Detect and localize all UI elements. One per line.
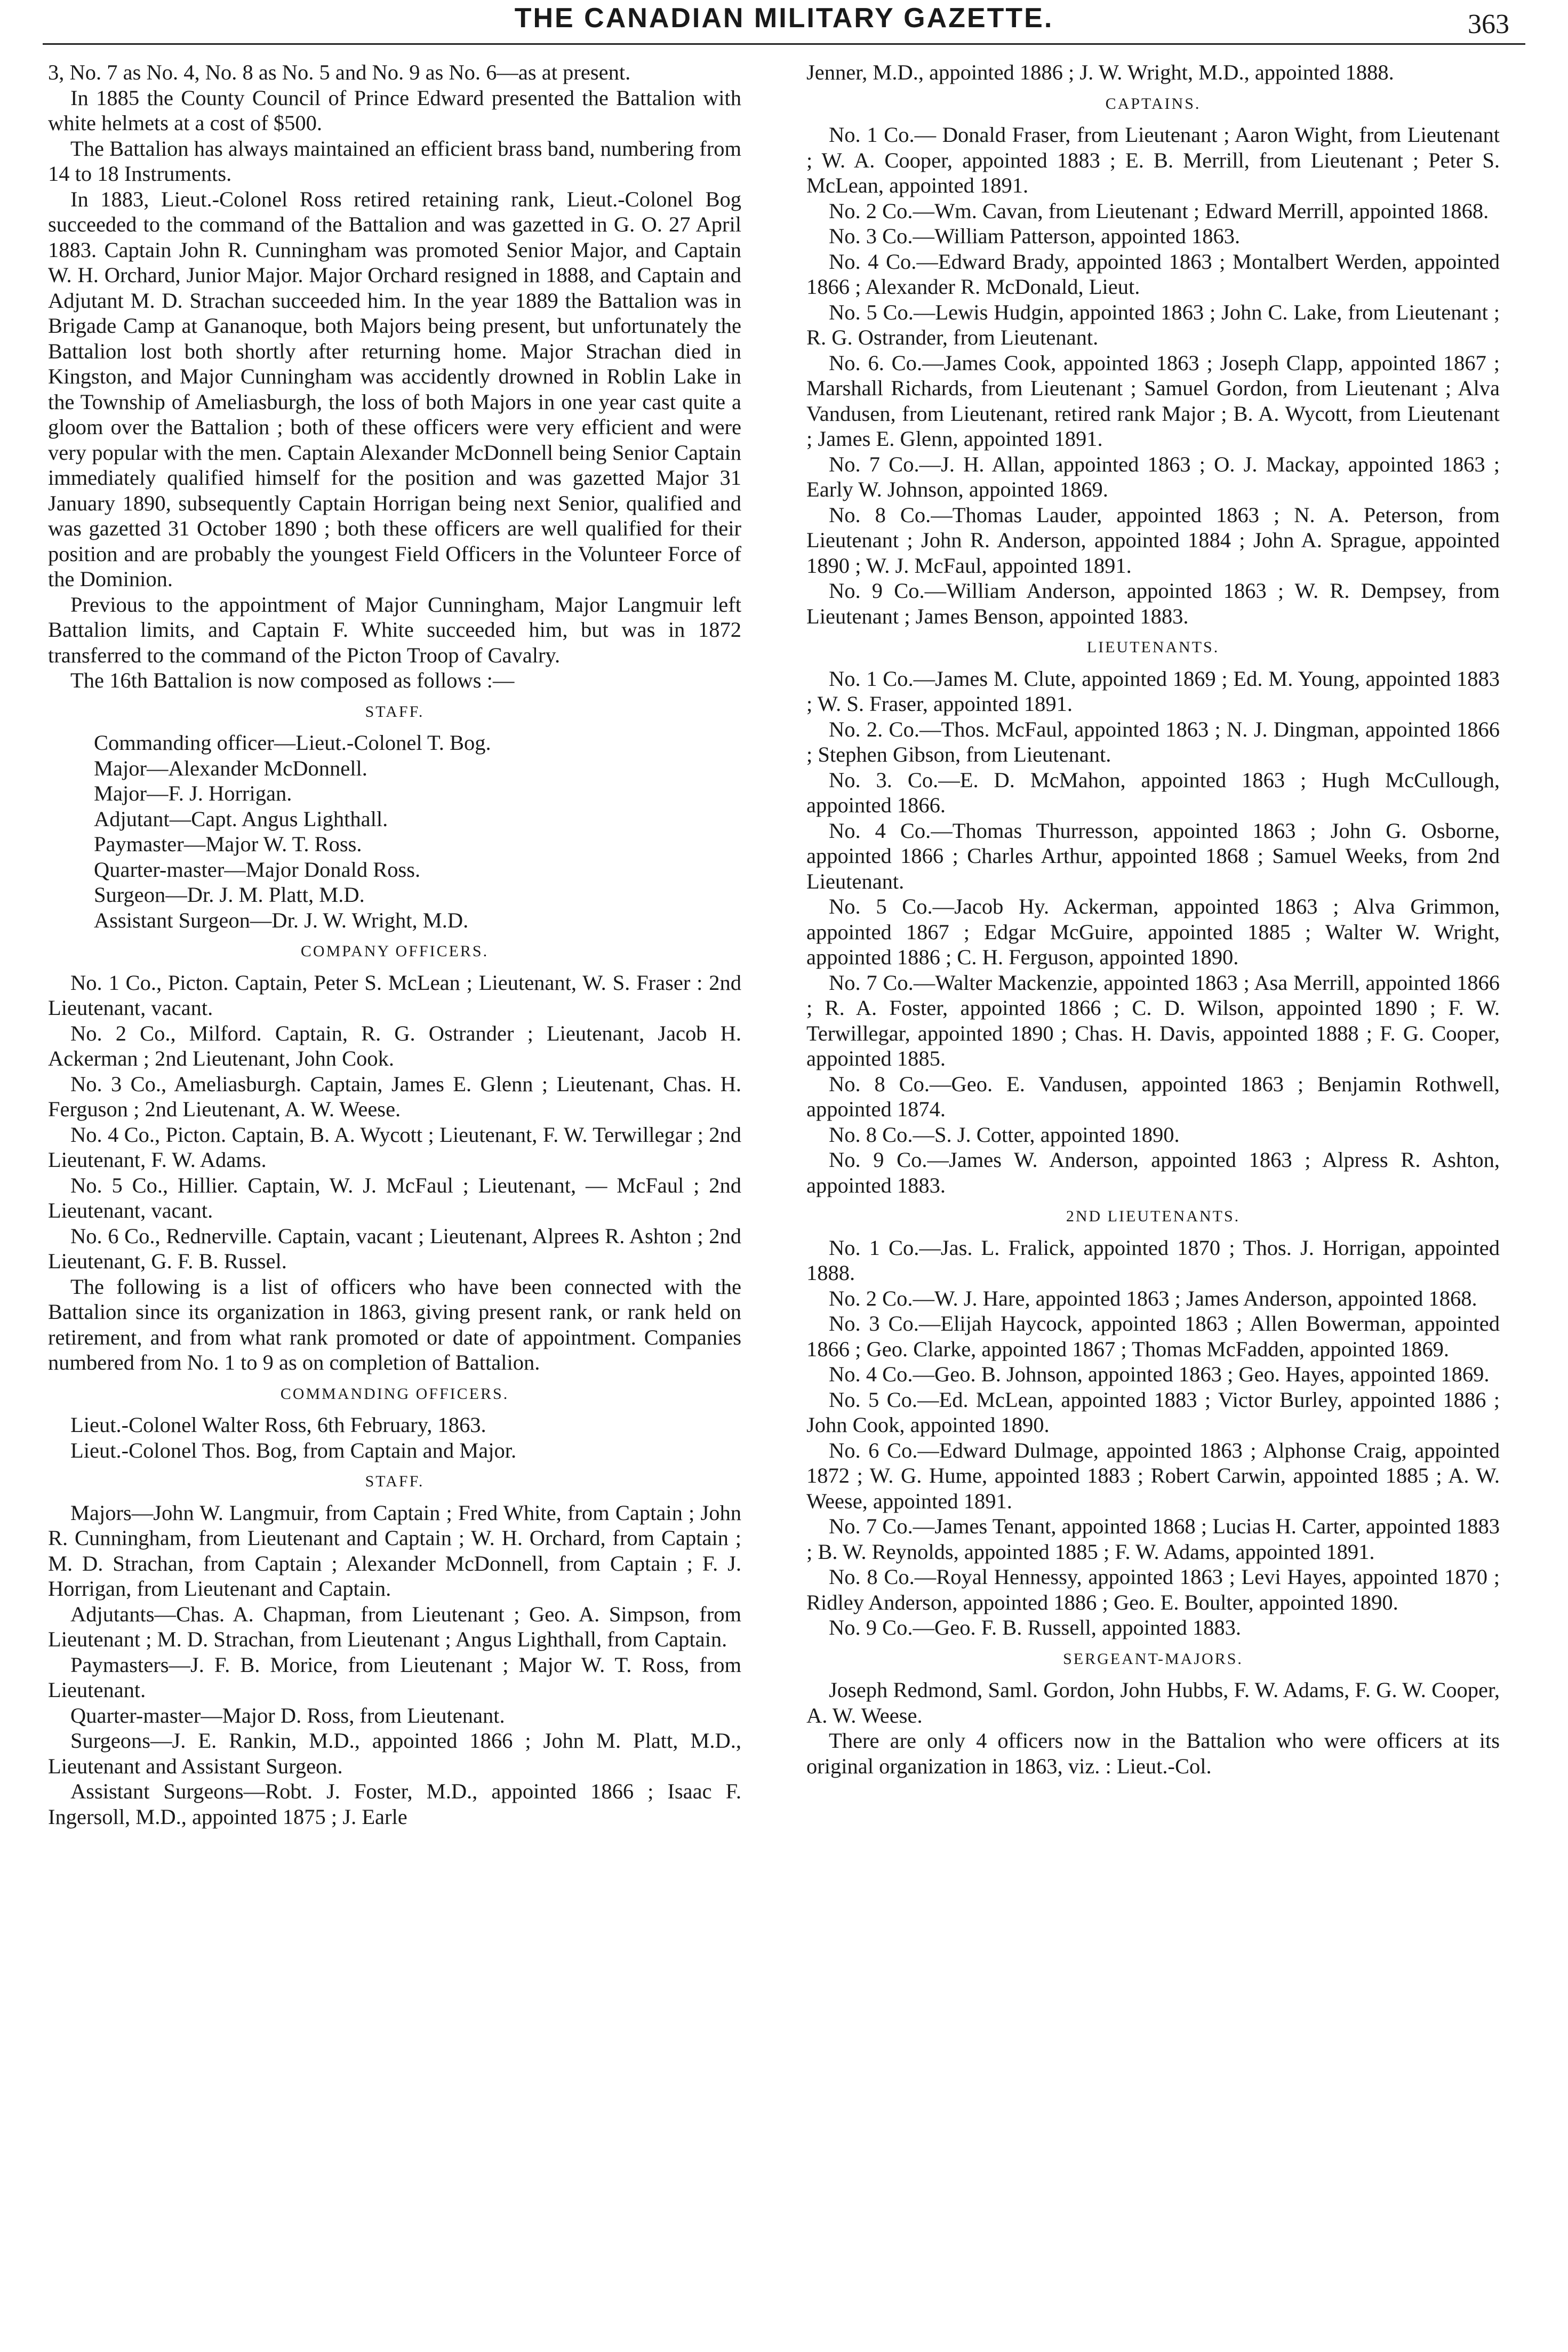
section-heading: CAPTAINS. [1105,94,1201,113]
staff-history-entry: Assistant Surgeons—Robt. J. Foster, M.D., appointed 1866 ; Isaac F. Ingersoll, M.D., appointed 1875 ; J. Earle [48,1779,741,1829]
staff-line: Major—Alexander McDonnell. [94,756,367,780]
captain-entry: No. 4 Co.—Edward Brady, appointed 1863 ; Montalbert Werden, appointed 1866 ; Alexander R. McDonald, Lieut. [806,249,1500,299]
publication-title: THE CANADIAN MILITARY GAZETTE. [514,3,1054,34]
staff-history-entry: Quarter-master—Major D. Ross, from Lieutenant. [70,1703,505,1727]
captain-entry: No. 9 Co.—William Anderson, appointed 1863 ; W. R. Dempsey, from Lieutenant ; James Benson, appointed 1883. [806,579,1500,628]
company-entry: No. 1 Co., Picton. Captain, Peter S. McLean ; Lieutenant, W. S. Fraser : 2nd Lieutenant, vacant. [48,970,741,1020]
second-lieutenant-entry: No. 3 Co.—Elijah Haycock, appointed 1863 ; Allen Bowerman, appointed 1866 ; Geo. Clarke, appointed 1867 ; Thomas McFadden, appointed 1869. [806,1311,1500,1361]
lieutenant-entry: No. 2. Co.—Thos. McFaul, appointed 1863 ; N. J. Dingman, appointed 1866 ; Stephen Gibson, from Lieutenant. [806,717,1500,766]
lieutenant-entry: No. 3. Co.—E. D. McMahon, appointed 1863 ; Hugh McCullough, appointed 1866. [806,767,1500,817]
paragraph: There are only 4 officers now in the Battalion who were officers at its original organization in 1863, viz. : Lieut.-Col. [806,1729,1500,1778]
left-column [48,60,741,1829]
lieutenant-entry: No. 8 Co.—S. J. Cotter, appointed 1890. [829,1122,1180,1147]
paragraph: Previous to the appointment of Major Cunningham, Major Langmuir left Battalion limits, and Captain F. White succeeded him, but was in 1872 transferred to the command of the Picton Troop of Cavalry. [48,592,741,667]
section-heading: LIEUTENANTS. [1086,638,1220,656]
staff-line: Surgeon—Dr. J. M. Platt, M.D. [94,883,365,907]
company-entry: No. 2 Co., Milford. Captain, R. G. Ostrander ; Lieutenant, Jacob H. Ackerman ; 2nd Lieutenant, John Cook. [48,1021,741,1070]
captain-entry: No. 1 Co.— Donald Fraser, from Lieutenant ; Aaron Wight, from Lieutenant ; W. A. Cooper, appointed 1883 ; E. B. Merrill, from Lieutenant ; Peter S. McLean, appointed 1891. [806,123,1500,197]
second-lieutenant-entry: No. 6 Co.—Edward Dulmage, appointed 1863 ; Alphonse Craig, appointed 1872 ; W. G. Hume, appointed 1883 ; Robert Carwin, appointed 1885 ; A. W. Weese, appointed 1891. [806,1438,1500,1513]
section-heading: STAFF. [365,702,425,721]
second-lieutenant-entry: No. 5 Co.—Ed. McLean, appointed 1883 ; Victor Burley, appointed 1886 ; John Cook, appointed 1890. [806,1387,1500,1437]
staff-line: Quarter-master—Major Donald Ross. [94,857,421,882]
captain-entry: No. 3 Co.—William Patterson, appointed 1863. [829,224,1241,248]
header-rule [43,43,1525,45]
lieutenant-entry: No. 5 Co.—Jacob Hy. Ackerman, appointed 1863 ; Alva Grimmon, appointed 1867 ; Edgar McGuire, appointed 1885 ; Walter W. Wright, appointed 1886 ; C. H. Ferguson, appointed 1890. [806,894,1500,969]
company-entry: No. 5 Co., Hillier. Captain, W. J. McFaul ; Lieutenant, — McFaul ; 2nd Lieutenant, vacant. [48,1173,741,1222]
second-lieutenant-entry: No. 1 Co.—Jas. L. Fralick, appointed 1870 ; Thos. J. Horrigan, appointed 1888. [806,1235,1500,1285]
second-lieutenant-entry: No. 9 Co.—Geo. F. B. Russell, appointed 1883. [829,1615,1242,1639]
second-lieutenant-entry: No. 4 Co.—Geo. B. Johnson, appointed 1863 ; Geo. Hayes, appointed 1869. [829,1362,1490,1386]
staff-history-entry: Paymasters—J. F. B. Morice, from Lieutenant ; Major W. T. Ross, from Lieutenant. [48,1652,741,1702]
section-heading: SERGEANT-MAJORS. [1063,1650,1243,1668]
company-entry: No. 6 Co., Rednerville. Captain, vacant ; Lieutenant, Alprees R. Ashton ; 2nd Lieutenant, G. F. B. Russel. [48,1223,741,1273]
commanding-entry: Lieut.-Colonel Thos. Bog, from Captain and Major. [70,1438,517,1462]
staff-history-entry: Majors—John W. Langmuir, from Captain ; Fred White, from Captain ; John R. Cunningham, from Lieutenant and Captain ; W. H. Orchard, from Captain ; M. D. Strachan, from Captain ; Alexander McDonnell, from Captain ; F. J. Horrigan, from Lieutenant and Captain. [48,1500,741,1601]
right-column [806,60,1500,1779]
company-entry: No. 4 Co., Picton. Captain, B. A. Wycott ; Lieutenant, F. W. Terwillegar ; 2nd Lieutenant, F. W. Adams. [48,1122,741,1172]
staff-history-entry: Adjutants—Chas. A. Chapman, from Lieutenant ; Geo. A. Simpson, from Lieutenant ; M. D. Strachan, from Lieutenant ; Angus Lighthall, from Captain. [48,1602,741,1651]
paragraph: The following is a list of officers who have been connected with the Battalion since its organization in 1863, giving present rank, or rank held on retirement, and from what rank promoted or date of appointment. Companies numbered from No. 1 to 9 as on completion of Battalion. [48,1274,741,1374]
captain-entry: No. 5 Co.—Lewis Hudgin, appointed 1863 ; John C. Lake, from Lieutenant ; R. G. Ostrander, from Lieutenant. [806,300,1500,349]
lieutenant-entry: No. 8 Co.—Geo. E. Vandusen, appointed 1863 ; Benjamin Rothwell, appointed 1874. [806,1071,1500,1121]
paragraph: The Battalion has always maintained an efficient brass band, numbering from 14 to 18 Instruments. [48,136,741,186]
section-heading: COMPANY OFFICERS. [300,942,489,960]
lieutenant-entry: No. 9 Co.—James W. Anderson, appointed 1863 ; Alpress R. Ashton, appointed 1883. [806,1148,1500,1197]
staff-line: Assistant Surgeon—Dr. J. W. Wright, M.D. [94,908,469,932]
paragraph: The 16th Battalion is now composed as follows :— [70,668,515,692]
paragraph: Jenner, M.D., appointed 1886 ; J. W. Wright, M.D., appointed 1888. [806,60,1394,84]
page-header [43,0,1525,45]
staff-line: Commanding officer—Lieut.-Colonel T. Bog. [94,731,491,755]
company-entry: No. 3 Co., Ameliasburgh. Captain, James E. Glenn ; Lieutenant, Chas. H. Ferguson ; 2nd Lieutenant, A. W. Weese. [48,1071,741,1121]
commanding-entry: Lieut.-Colonel Walter Ross, 6th February, 1863. [70,1413,486,1437]
captain-entry: No. 8 Co.—Thomas Lauder, appointed 1863 ; N. A. Peterson, from Lieutenant ; John R. Anderson, appointed 1884 ; John A. Sprague, appointed 1890 ; W. J. McFaul, appointed 1891. [806,502,1500,578]
second-lieutenant-entry: No. 7 Co.—James Tenant, appointed 1868 ; Lucias H. Carter, appointed 1883 ; B. W. Reynolds, appointed 1885 ; F. W. Adams, appointed 1891. [806,1514,1500,1564]
captain-entry: No. 6. Co.—James Cook, appointed 1863 ; Joseph Clapp, appointed 1867 ; Marshall Richards, from Lieutenant ; Samuel Gordon, from Lieutenant ; Alva Vandusen, from Lieutenant, retired rank Major ; B. A. Wycott, from Lieutenant ; James E. Glenn, appointed 1891. [806,350,1500,451]
staff-line: Paymaster—Major W. T. Ross. [94,832,362,856]
captain-entry: No. 2 Co.—Wm. Cavan, from Lieutenant ; Edward Merrill, appointed 1868. [829,198,1489,223]
section-heading: STAFF. [365,1473,425,1490]
section-heading: COMMANDING OFFICERS. [280,1385,509,1403]
paragraph: In 1885 the County Council of Prince Edward presented the Battalion with white helmets at a cost of $500. [48,85,741,135]
second-lieutenant-entry: No. 8 Co.—Royal Hennessy, appointed 1863 ; Levi Hayes, appointed 1870 ; Ridley Anderson, appointed 1886 ; Geo. E. Boulter, appointed 1890. [806,1565,1500,1614]
second-lieutenant-entry: No. 2 Co.—W. J. Hare, appointed 1863 ; James Anderson, appointed 1868. [829,1286,1477,1310]
staff-history-entry: Surgeons—J. E. Rankin, M.D., appointed 1866 ; John M. Platt, M.D., Lieutenant and Assistant Surgeon. [48,1729,741,1778]
page-number: 363 [1468,9,1509,39]
lieutenant-entry: No. 7 Co.—Walter Mackenzie, appointed 1863 ; Asa Merrill, appointed 1866 ; R. A. Foster, appointed 1866 ; C. D. Wilson, appointed 1890 ; F. W. Terwillegar, appointed 1890 ; Chas. H. Davis, appointed 1888 ; F. G. Cooper, appointed 1885. [806,970,1500,1070]
captain-entry: No. 7 Co.—J. H. Allan, appointed 1863 ; O. J. Mackay, appointed 1863 ; Early W. Johnson, appointed 1869. [806,452,1500,501]
paragraph: In 1883, Lieut.-Colonel Ross retired retaining rank, Lieut.-Colonel Bog succeeded to the command of the Battalion and was gazetted in G. O. 27 April 1883. Captain John R. Cunningham was promoted Senior Major, and Captain W. H. Orchard, Junior Major. Major Orchard resigned in 1888, and Captain and Adjutant M. D. Strachan succeeded him. In the year 1889 the Battalion was in Brigade Camp at Gananoque, both Majors being present, but unfortunately the Battalion lost both shortly after returning home. Major Strachan died in Kingston, and Major Cunningham was accidently drowned in Roblin Lake in the Township of Ameliasburgh, the loss of both Majors in one year cast quite a gloom over the Battalion ; both of these officers were very efficient and were very popular with the men. Captain Alexander McDonnell being Senior Captain immediately qualified himself for the position and was gazetted Major 31 January 1890, subsequently Captain Horrigan being next Senior, qualified and was gazetted 31 October 1890 ; both these officers are well qualified for their position and are probably the youngest Field Officers in the Volunteer Force of the Dominion. [48,187,741,591]
sergeant-majors-list: Joseph Redmond, Saml. Gordon, John Hubbs, F. W. Adams, F. G. W. Cooper, A. W. Weese. [806,1678,1500,1727]
lieutenant-entry: No. 1 Co.—James M. Clute, appointed 1869 ; Ed. M. Young, appointed 1883 ; W. S. Fraser, appointed 1891. [806,666,1500,716]
lieutenant-entry: No. 4 Co.—Thomas Thurresson, appointed 1863 ; John G. Osborne, appointed 1866 ; Charles Arthur, appointed 1868 ; Samuel Weeks, from 2nd Lieutenant. [806,818,1500,893]
section-heading: 2ND LIEUTENANTS. [1066,1207,1241,1225]
staff-line: Major—F. J. Horrigan. [94,781,292,805]
staff-line: Adjutant—Capt. Angus Lighthall. [94,806,388,831]
paragraph: 3, No. 7 as No. 4, No. 8 as No. 5 and No. 9 as No. 6—as at present. [48,60,631,84]
